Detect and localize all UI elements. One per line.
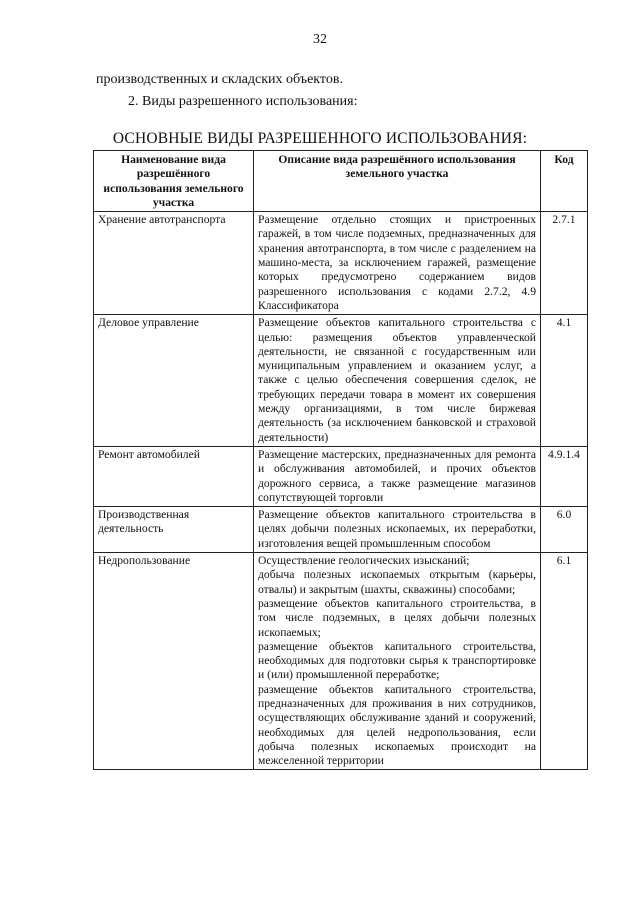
table-header-row [94, 151, 588, 212]
table-row [94, 212, 588, 315]
table-row [94, 553, 588, 770]
description-paragraph: добыча полезных ископаемых открытым (карьеры, отвалы) и закрытым (шахты, скважины) способами; [258, 568, 536, 596]
use-code: 6.0 [541, 507, 588, 553]
table-title: ОСНОВНЫЕ ВИДЫ РАЗРЕШЕННОГО ИСПОЛЬЗОВАНИЯ: [112, 130, 528, 147]
use-name: Деловое управление [94, 315, 254, 447]
description-paragraph: размещение объектов капитального строительства, предназначенных для проживания в них сотрудников, осуществляющих обслуживание зданий и сооружений, необходимых для целей недропользования, если добыча полезных ископаемых происходит на межселенной территории [258, 682, 536, 768]
use-description: Размещение мастерских, предназначенных для ремонта и обслуживания автомобилей, и прочих объектов дорожного сервиса, а также размещение магазинов сопутствующей торговли [254, 446, 541, 506]
table-row [94, 507, 588, 553]
header-code: Код [541, 151, 588, 212]
page-number: 32 [313, 32, 327, 47]
header-name: Наименование вида разрешённого использования земельного участка [94, 151, 254, 212]
use-name: Производственная деятельность [94, 507, 254, 553]
use-description: Размещение объектов капитального строительства в целях добычи полезных ископаемых, их переработки, изготовления вещей промышленным способом [254, 507, 541, 553]
use-description: Размещение объектов капитального строительства с целью: размещения объектов управленческой деятельности, не связанной с государственным или муниципальным управлением и оказанием услуг, а также с целью обеспечения совершения сделок, не требующих передачи товара в момент их совершения между организациями, в том числе биржевая деятельность (за исключением банковской и страховой деятельности) [254, 315, 541, 447]
intro-line-2: 2. Виды разрешенного использования: [128, 94, 358, 109]
description-paragraph: размещение объектов капитального строительства, необходимых для подготовки сырья к транспортировке и (или) промышленной переработке; [258, 639, 536, 682]
table-row [94, 315, 588, 447]
use-description: Размещение отдельно стоящих и пристроенных гаражей, в том числе подземных, предназначенных для хранения автотранспорта, в том числе с разделением на машино-места, за исключением гаражей, размещение которых предусмотрено содержанием видов разрешенного использования с кодами 2.7.2, 4.9 Классификатора [254, 212, 541, 315]
intro-line-1: производственных и складских объектов. [96, 72, 343, 87]
use-name: Недропользование [94, 553, 254, 770]
use-code: 6.1 [541, 553, 588, 770]
use-code: 4.1 [541, 315, 588, 447]
use-description [254, 553, 541, 770]
permitted-use-table [93, 150, 588, 770]
use-name: Хранение автотранспорта [94, 212, 254, 315]
description-paragraph: размещение объектов капитального строительства, в том числе подземных, в целях добычи полезных ископаемых; [258, 596, 536, 639]
use-code: 2.7.1 [541, 212, 588, 315]
use-code: 4.9.1.4 [541, 446, 588, 506]
header-description: Описание вида разрешённого использования земельного участка [254, 151, 541, 212]
description-paragraph: Осуществление геологических изысканий; [258, 554, 470, 568]
table-row [94, 446, 588, 506]
use-name: Ремонт автомобилей [94, 446, 254, 506]
